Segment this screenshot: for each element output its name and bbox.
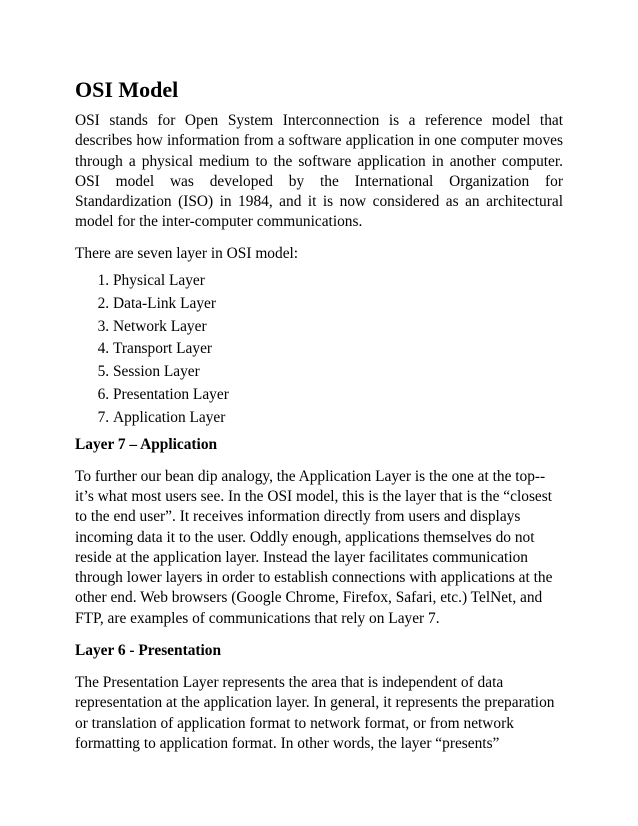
list-item: 7. Application Layer — [113, 407, 563, 430]
list-item: 2. Data-Link Layer — [113, 293, 563, 316]
list-item: 1. Physical Layer — [113, 270, 563, 293]
document-page — [75, 76, 563, 754]
layers-intro-text: There are seven layer in OSI model: — [75, 244, 299, 262]
list-item: 6. Presentation Layer — [113, 384, 563, 407]
page-title: OSI Model — [75, 77, 179, 102]
list-item: 3. Network Layer — [113, 316, 563, 339]
section-heading-presentation: Layer 6 - Presentation — [75, 642, 222, 660]
list-item: 4. Transport Layer — [113, 338, 563, 361]
list-item: 5. Session Layer — [113, 361, 563, 384]
layers-list — [75, 270, 563, 430]
section-heading-application: Layer 7 – Application — [75, 435, 218, 453]
section-body-presentation: The Presentation Layer represents the area that is independent of data representation at the application layer. In general, it represents the preparation or translation of application format to network format, or from network formatting to application format. In other words, the layer “presents” — [75, 674, 555, 752]
intro-paragraph: OSI stands for Open System Interconnection is a reference model that describes how information from a software application in one computer moves through a physical medium to the software application in another computer. OSI model was developed by the International Organization for Standardization (ISO) in 1984, and it is now considered as an architectural model for the inter-computer communications. — [75, 112, 563, 231]
section-body-application: To further our bean dip analogy, the Application Layer is the one at the top--it’s what most users see. In the OSI model, this is the layer that is the “closest to the end user”. It receives information directly from users and displays incoming data it to the user. Oddly enough, applications themselves do not reside at the application layer. Instead the layer facilitates communication through lower layers in order to establish connections with applications at the other end. Web browsers (Google Chrome, Firefox, Safari, etc.) TelNet, and FTP, are examples of communications that rely on Layer 7. — [75, 467, 553, 627]
